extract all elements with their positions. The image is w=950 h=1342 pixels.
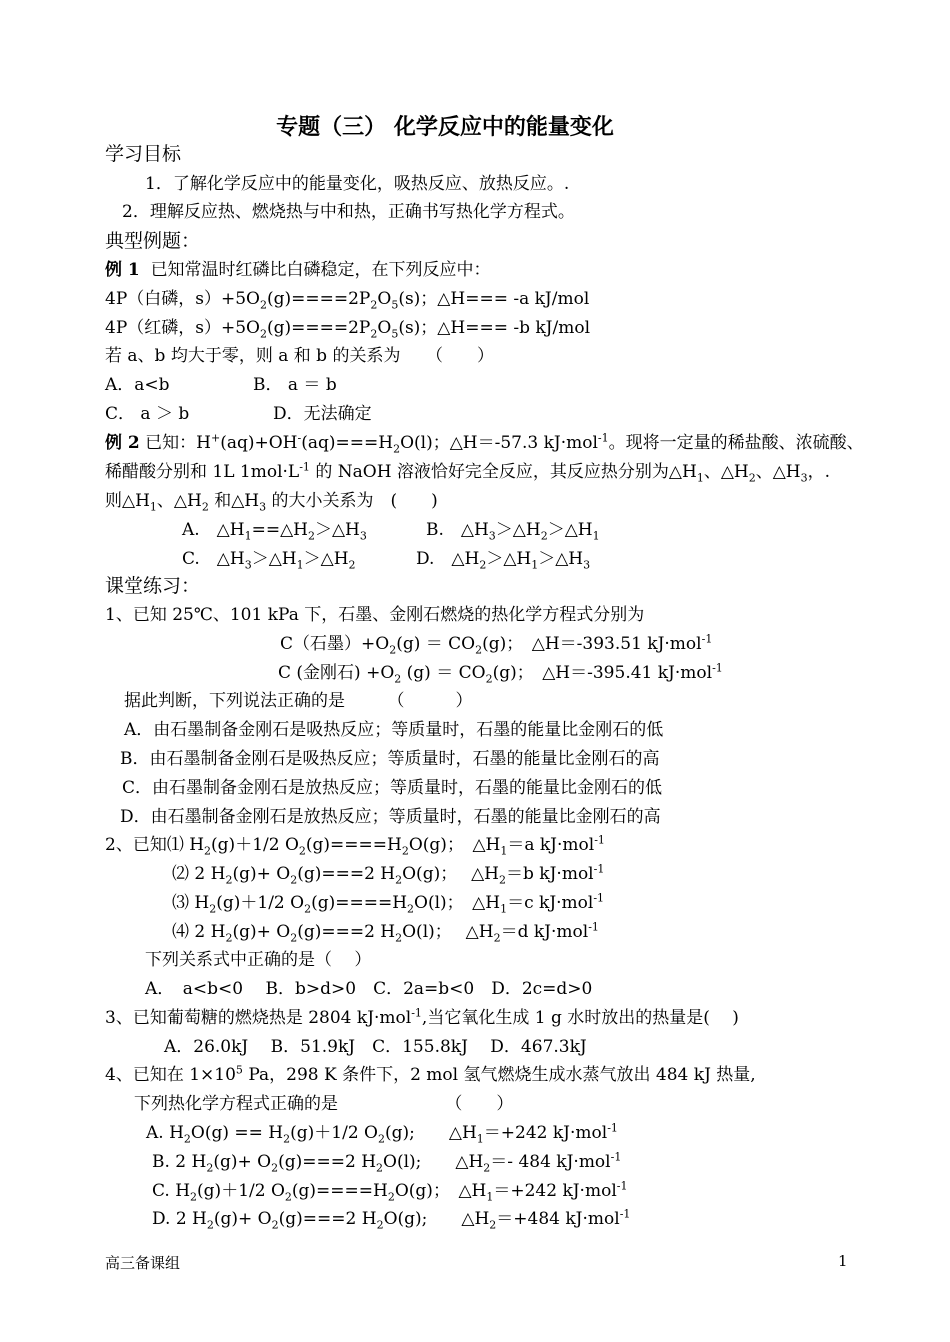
practice-1-option-a: A．由石墨制备金刚石是吸热反应；等质量时，石墨的能量比金刚石的低 bbox=[124, 720, 664, 740]
page-title: 专题（三） 化学反应中的能量变化 bbox=[276, 115, 614, 140]
footer-group: 高三备课组 bbox=[105, 1254, 181, 1272]
practice-2-eq3: ⑶ $H_2(g)+1/2$ $O_2(g)====H_2O(l)$； $\triangle H_1=c$ kJ·mol$^{-1}$ bbox=[172, 891, 605, 916]
example-1-option-b: B． a ＝ b bbox=[253, 375, 337, 395]
practice-1-stem: 1、已知 25℃、101 kPa 下，石墨、金刚石燃烧的热化学方程式分别为 bbox=[105, 605, 645, 625]
example-2-stem-line2: 稀醋酸分别和 1L $1mol\cdot L^{-1}$ 的 NaOH 溶液恰好完全反应，其反应热分别为$\triangle H_1$、$\triangle H_2$、$\triangle H_3$，. bbox=[105, 460, 831, 485]
practice-3-options: A．26.0kJ B．51.9kJ C．155.8kJ D．467.3kJ bbox=[164, 1037, 587, 1057]
practice-4-option-a: A. $H_2O(g) == H_2(g)+1/2$ $O_2(g)$; $\triangle H_1=+242$ kJ·mol$^{-1}$ bbox=[146, 1121, 618, 1146]
example-2-question: 则$\triangle H_1$、$\triangle H_2$ 和$\triangle H_3$ 的大小关系为 ( ) bbox=[105, 491, 438, 514]
practice-heading: 课堂练习： bbox=[105, 575, 201, 597]
practice-3-stem: 3、已知葡萄糖的燃烧热是 2804 kJ·mol$^{-1}$,当它氧化生成 1 g 水时放出的热量是( ) bbox=[105, 1006, 739, 1028]
goals-heading: 学习目标 bbox=[105, 143, 182, 165]
practice-1-option-c: C．由石墨制备金刚石是放热反应；等质量时，石墨的能量比金刚石的低 bbox=[122, 778, 663, 798]
practice-4-stem: 4、已知在 $1\times 10^5$ Pa，298 K 条件下，2 mol 氢气燃烧生成水蒸气放出 484 kJ 热量, bbox=[105, 1063, 756, 1085]
practice-2-options: A． a<b<0 B．b>d>0 C．2a=b<0 D．2c=d>0 bbox=[145, 979, 593, 999]
practice-1-eq1: C（石墨）$+O_2(g) = CO_2(g)$； △H＝-393.51 kJ·mol$^{-1}$ bbox=[280, 632, 713, 657]
practice-2-question: 下列关系式中正确的是（ ） bbox=[145, 950, 372, 970]
example-2-option-a: A. $\triangle H_1==\triangle H_2>\triangle H_3$ bbox=[182, 520, 367, 543]
example-1-option-d: D．无法确定 bbox=[273, 404, 372, 424]
practice-1-eq2: C (金刚石) $+O_2$ $(g) = CO_2(g)$； △H＝-395.41 kJ·mol$^{-1}$ bbox=[278, 661, 723, 686]
example-1-question: 若 a、b 均大于零，则 a 和 b 的关系为 （ ） bbox=[105, 346, 494, 366]
example-1-eq2: 4P（红磷，$s)+5O_2(g)====2P_2O_5(s)$；△H=== -b kJ/mol bbox=[105, 318, 591, 341]
practice-2-eq1: 2、已知⑴ $H_2(g)+1/2$ $O_2(g)====H_2O(g)$； $\triangle H_1=a$ kJ·mol$^{-1}$ bbox=[105, 833, 605, 858]
practice-4-option-b: B. 2 $H_2(g)+ O_2(g)===2$ $H_2O(l)$; $\triangle H_2=-$ 484 kJ·mol$^{-1}$ bbox=[152, 1150, 622, 1175]
examples-heading: 典型例题： bbox=[105, 230, 201, 252]
practice-4-option-d: D. 2 $H_2(g)+ O_2(g)===2$ $H_2O(g)$; $\triangle H_2=+484$ kJ·mol$^{-1}$ bbox=[152, 1207, 631, 1232]
practice-1-option-d: D．由石墨制备金刚石是放热反应；等质量时，石墨的能量比金刚石的高 bbox=[120, 807, 661, 827]
example-2-stem-line1: 例 2 已知：$H^+(aq)+OH^-(aq)===H_2O(l)$；△H＝-57.3 kJ·mol$^{-1}$。现将一定量的稀盐酸、浓硫酸、 bbox=[105, 431, 864, 456]
practice-2-eq4: ⑷ 2 $H_2(g)+ O_2(g)===2$ $H_2O(l)$； $\triangle H_2=d$ kJ·mol$^{-1}$ bbox=[172, 920, 599, 945]
practice-4-option-c: C. $H_2(g)+1/2$ $O_2(g)====H_2O(g)$； $\triangle H_1=+242$ kJ·mol$^{-1}$ bbox=[152, 1179, 628, 1204]
practice-2-eq2: ⑵ 2 $H_2(g)+ O_2(g)===2$ $H_2O(g)$； $\triangle H_2=b$ kJ·mol$^{-1}$ bbox=[172, 862, 605, 887]
example-1-eq1: 4P（白磷，$s)+5O_2(g)====2P_2O_5(s)$；△H=== -a kJ/mol bbox=[105, 289, 590, 312]
goal-1: 1．了解化学反应中的能量变化，吸热反应、放热反应。. bbox=[145, 174, 570, 194]
example-2-option-b: B. $\triangle H_3>\triangle H_2>\triangle H_1$ bbox=[426, 520, 600, 543]
practice-1-question: 据此判断，下列说法正确的是 （ ） bbox=[124, 691, 473, 711]
page-number: 1 bbox=[838, 1252, 848, 1270]
goal-2: 2．理解反应热、燃烧热与中和热，正确书写热化学方程式。 bbox=[122, 202, 575, 222]
example-2-option-c: C. $\triangle H_3>\triangle H_1>\triangle H_2$ bbox=[182, 549, 356, 572]
example-1-option-a: A．a<b bbox=[105, 375, 170, 395]
example-1-stem: 例 1 已知常温时红磷比白磷稳定，在下列反应中： bbox=[105, 260, 491, 280]
example-1-option-c: C． a ＞ b bbox=[105, 404, 190, 424]
practice-4-question: 下列热化学方程式正确的是 （ ） bbox=[134, 1094, 514, 1114]
practice-1-option-b: B．由石墨制备金刚石是吸热反应；等质量时，石墨的能量比金刚石的高 bbox=[120, 749, 660, 769]
example-2-option-d: D. $\triangle H_2>\triangle H_1>\triangle H_3$ bbox=[416, 549, 591, 572]
